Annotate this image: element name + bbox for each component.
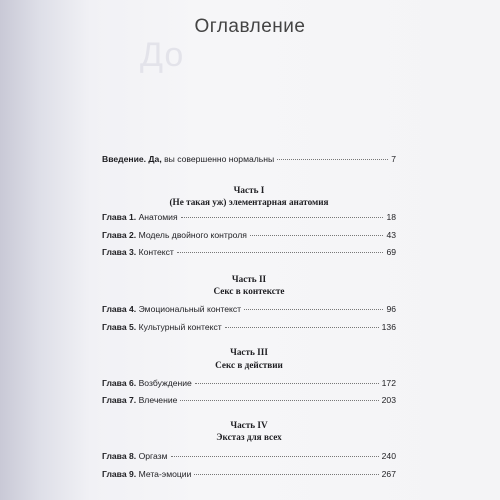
toc-intro-row (102, 154, 396, 165)
toc-chapter-row (102, 378, 396, 389)
part-1-subtitle: (Не такая уж) элементарная анатомия (169, 197, 329, 207)
toc-chapter-row (102, 451, 396, 462)
part-4-heading: Часть IV (230, 420, 268, 430)
chapter-title: Культурный контекст (136, 322, 222, 332)
chapter-page: 43 (386, 230, 396, 240)
dot-leader (181, 217, 384, 218)
chapter-number: Глава 1. (102, 212, 137, 222)
chapter-title: Оргазм (136, 451, 168, 461)
part-2-heading: Часть II (231, 274, 267, 284)
chapter-number: Глава 6. (102, 378, 137, 388)
intro-prefix: Введение. Да, (102, 154, 162, 164)
chapter-page: 172 (381, 378, 396, 388)
dot-leader (194, 474, 378, 475)
toc-chapter-row (102, 322, 396, 333)
toc-chapter-row (102, 469, 396, 480)
page-title: Оглавление (194, 16, 306, 37)
toc-chapter-row (102, 395, 396, 406)
chapter-title: Влечение (136, 395, 178, 405)
chapter-title: Модель двойного контроля (136, 230, 247, 240)
dot-leader (250, 235, 384, 236)
chapter-number: Глава 2. (102, 230, 137, 240)
dot-leader (277, 159, 388, 160)
chapter-page: 96 (386, 304, 396, 314)
chapter-title: Эмоциональный контекст (136, 304, 242, 314)
chapter-title: Возбуждение (136, 378, 192, 388)
chapter-page: 136 (381, 322, 396, 332)
chapter-page: 18 (386, 212, 396, 222)
toc-chapter-row (102, 212, 396, 223)
dot-leader (177, 252, 384, 253)
chapter-title: Мета-эмоции (136, 469, 192, 479)
dot-leader (244, 309, 383, 310)
toc-chapter-row (102, 247, 396, 258)
chapter-number: Глава 9. (102, 469, 137, 479)
dot-leader (195, 383, 379, 384)
chapter-page: 240 (381, 451, 396, 461)
chapter-number: Глава 3. (102, 247, 137, 257)
chapter-title: Контекст (136, 247, 174, 257)
dot-leader (180, 400, 378, 401)
dot-leader (225, 327, 379, 328)
part-4-subtitle: Экстаз для всех (216, 432, 282, 442)
part-3-heading: Часть III (230, 347, 268, 357)
bleed-through-text: До (140, 36, 185, 74)
toc-chapter-row (102, 230, 396, 241)
intro-text: вы совершенно нормальны (161, 154, 275, 164)
part-2-subtitle: Секс в контексте (213, 286, 285, 296)
part-3-subtitle: Секс в действии (215, 360, 283, 370)
chapter-number: Глава 4. (102, 304, 137, 314)
chapter-page: 203 (381, 395, 396, 405)
dot-leader (171, 456, 379, 457)
chapter-number: Глава 7. (102, 395, 137, 405)
chapter-page: 267 (381, 469, 396, 479)
chapter-page: 69 (386, 247, 396, 257)
intro-page: 7 (391, 154, 396, 164)
part-1-heading: Часть I (233, 185, 265, 195)
chapter-number: Глава 5. (102, 322, 137, 332)
chapter-title: Анатомия (136, 212, 178, 222)
toc-chapter-row (102, 304, 396, 315)
chapter-number: Глава 8. (102, 451, 137, 461)
